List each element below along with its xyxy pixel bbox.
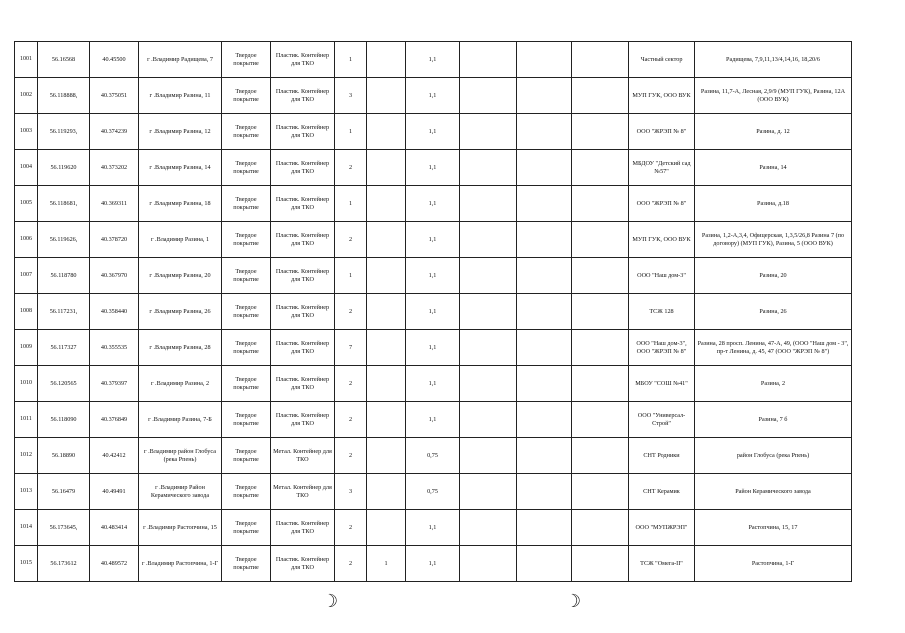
cell-container-count: 2: [335, 510, 367, 546]
cell-volume: 1,1: [406, 186, 460, 222]
cell-container-type: Пластик. Контейнер для ТКО: [271, 546, 335, 582]
cell-blank-b: [517, 186, 572, 222]
cell-container-type: Пластик. Контейнер для ТКО: [271, 78, 335, 114]
cell-extra-count: [367, 186, 406, 222]
cell-latitude: 56.18890: [38, 438, 90, 474]
cell-blank-a: [460, 150, 517, 186]
cell-extra-count: [367, 114, 406, 150]
cell-container-type: Метал. Контейнер для ТКО: [271, 474, 335, 510]
cell-operator: МУП ГУК, ООО ВУК: [629, 222, 695, 258]
cell-latitude: 56.119626,: [38, 222, 90, 258]
cell-blank-b: [517, 222, 572, 258]
cell-latitude: 56.16568: [38, 42, 90, 78]
cell-blank-a: [460, 42, 517, 78]
cell-container-count: 2: [335, 222, 367, 258]
cell-blank-a: [460, 366, 517, 402]
waste-site-registry-table: [14, 41, 852, 582]
table-row: [15, 114, 852, 150]
cell-extra-count: [367, 78, 406, 114]
cell-container-count: 2: [335, 546, 367, 582]
cell-row-number: 1009: [15, 330, 38, 366]
cell-latitude: 56.16479: [38, 474, 90, 510]
cell-address: г .Владимир Разина, 11: [139, 78, 222, 114]
cell-volume: 0,75: [406, 438, 460, 474]
cell-extra-count: [367, 438, 406, 474]
cell-row-number: 1006: [15, 222, 38, 258]
cell-blank-a: [460, 330, 517, 366]
cell-extra-count: [367, 510, 406, 546]
cell-container-type: Пластик. Контейнер для ТКО: [271, 222, 335, 258]
cell-latitude: 56.119293,: [38, 114, 90, 150]
cell-surface: Твердое покрытие: [222, 546, 271, 582]
cell-blank-b: [517, 330, 572, 366]
cell-blank-b: [517, 42, 572, 78]
cell-volume: 1,1: [406, 510, 460, 546]
cell-blank-c: [572, 546, 629, 582]
cell-volume: 1,1: [406, 402, 460, 438]
cell-blank-a: [460, 546, 517, 582]
cell-latitude: 56.173612: [38, 546, 90, 582]
cell-container-count: 3: [335, 474, 367, 510]
cell-container-type: Пластик. Контейнер для ТКО: [271, 366, 335, 402]
cell-blank-c: [572, 222, 629, 258]
cell-volume: 1,1: [406, 294, 460, 330]
cell-blank-a: [460, 78, 517, 114]
table-row: [15, 222, 852, 258]
cell-address: г .Владимир Радищева, 7: [139, 42, 222, 78]
cell-row-number: 1015: [15, 546, 38, 582]
cell-blank-c: [572, 150, 629, 186]
cell-blank-b: [517, 510, 572, 546]
cell-blank-c: [572, 474, 629, 510]
cell-operator: ООО "Универсал-Строй": [629, 402, 695, 438]
cell-blank-a: [460, 258, 517, 294]
cell-row-number: 1007: [15, 258, 38, 294]
cell-blank-a: [460, 222, 517, 258]
cell-extra-count: [367, 330, 406, 366]
cell-longitude: 40.379397: [90, 366, 139, 402]
cell-served-objects: район Глобуса (река Рпень): [695, 438, 852, 474]
table-row: [15, 438, 852, 474]
cell-blank-b: [517, 114, 572, 150]
cell-operator: МБОУ "СОШ №41": [629, 366, 695, 402]
cell-operator: Частный сектор: [629, 42, 695, 78]
cell-blank-c: [572, 294, 629, 330]
cell-operator: СНТ Керамик: [629, 474, 695, 510]
cell-address: г .Владимир Растопчина, 1-Г: [139, 546, 222, 582]
cell-surface: Твердое покрытие: [222, 330, 271, 366]
table-row: [15, 330, 852, 366]
cell-extra-count: [367, 222, 406, 258]
cell-blank-c: [572, 42, 629, 78]
cell-address: г .Владимир Разина, 18: [139, 186, 222, 222]
cell-address: г .Владимир Разина, 14: [139, 150, 222, 186]
cell-operator: МУП ГУК, ООО ВУК: [629, 78, 695, 114]
cell-blank-a: [460, 294, 517, 330]
cell-blank-b: [517, 78, 572, 114]
cell-longitude: 40.374239: [90, 114, 139, 150]
cell-surface: Твердое покрытие: [222, 150, 271, 186]
cell-operator: ООО "МУПЖРЭП": [629, 510, 695, 546]
cell-operator: ООО "Наш дом-3", ООО "ЖРЭП № 8": [629, 330, 695, 366]
cell-row-number: 1001: [15, 42, 38, 78]
cell-surface: Твердое покрытие: [222, 42, 271, 78]
cell-volume: 1,1: [406, 78, 460, 114]
cell-longitude: 40.375051: [90, 78, 139, 114]
table-row: [15, 510, 852, 546]
cell-blank-b: [517, 258, 572, 294]
cell-surface: Твердое покрытие: [222, 114, 271, 150]
cell-container-count: 2: [335, 438, 367, 474]
cell-longitude: 40.355535: [90, 330, 139, 366]
cell-row-number: 1003: [15, 114, 38, 150]
cell-served-objects: Разина, 28 просп. Ленина, 47-А, 49, (ООО "Наш дом - 3", пр-т Ленина, д. 45, 47 (ООО "ЖРЭП № 8"): [695, 330, 852, 366]
cell-longitude: 40.367970: [90, 258, 139, 294]
cell-served-objects: Радищева, 7,9,11,13/4,14,16, 18,20/6: [695, 42, 852, 78]
cell-container-count: 1: [335, 258, 367, 294]
cell-blank-c: [572, 78, 629, 114]
cell-blank-a: [460, 186, 517, 222]
page-mark-left: ☽: [322, 591, 339, 612]
cell-container-type: Пластик. Контейнер для ТКО: [271, 294, 335, 330]
cell-served-objects: Разина, 14: [695, 150, 852, 186]
cell-operator: ООО "Наш дом-3": [629, 258, 695, 294]
table-row: [15, 42, 852, 78]
cell-container-type: Пластик. Контейнер для ТКО: [271, 42, 335, 78]
cell-container-count: 2: [335, 150, 367, 186]
cell-row-number: 1012: [15, 438, 38, 474]
cell-address: г .Владимир Разина, 1: [139, 222, 222, 258]
cell-volume: 1,1: [406, 258, 460, 294]
cell-extra-count: [367, 258, 406, 294]
cell-blank-c: [572, 330, 629, 366]
cell-extra-count: [367, 150, 406, 186]
table-row: [15, 546, 852, 582]
cell-blank-a: [460, 114, 517, 150]
cell-latitude: 56.119620: [38, 150, 90, 186]
cell-blank-b: [517, 150, 572, 186]
cell-blank-a: [460, 402, 517, 438]
cell-container-type: Метал. Контейнер для ТКО: [271, 438, 335, 474]
cell-address: г .Владимир Разина, 2: [139, 366, 222, 402]
cell-extra-count: 1: [367, 546, 406, 582]
cell-blank-a: [460, 474, 517, 510]
cell-container-type: Пластик. Контейнер для ТКО: [271, 402, 335, 438]
cell-operator: ТСЖ "Омега-II": [629, 546, 695, 582]
cell-surface: Твердое покрытие: [222, 474, 271, 510]
cell-longitude: 40.378720: [90, 222, 139, 258]
cell-container-count: 1: [335, 114, 367, 150]
table-row: [15, 366, 852, 402]
cell-volume: 1,1: [406, 222, 460, 258]
page-mark-right: ☽: [565, 591, 582, 612]
cell-row-number: 1014: [15, 510, 38, 546]
cell-container-type: Пластик. Контейнер для ТКО: [271, 186, 335, 222]
cell-served-objects: Растопчина, 1-Г: [695, 546, 852, 582]
cell-surface: Твердое покрытие: [222, 222, 271, 258]
table-row: [15, 258, 852, 294]
cell-address: г .Владимир Разина, 26: [139, 294, 222, 330]
cell-volume: 1,1: [406, 150, 460, 186]
cell-longitude: 40.489572: [90, 546, 139, 582]
cell-served-objects: Район Керамического завода: [695, 474, 852, 510]
cell-latitude: 56.117327: [38, 330, 90, 366]
cell-container-type: Пластик. Контейнер для ТКО: [271, 258, 335, 294]
cell-address: г .Владимир Разина, 20: [139, 258, 222, 294]
cell-extra-count: [367, 402, 406, 438]
cell-volume: 1,1: [406, 366, 460, 402]
cell-longitude: 40.376849: [90, 402, 139, 438]
cell-volume: 1,1: [406, 330, 460, 366]
cell-operator: ТСЖ 128: [629, 294, 695, 330]
table-row: [15, 150, 852, 186]
cell-longitude: 40.373202: [90, 150, 139, 186]
cell-longitude: 40.358440: [90, 294, 139, 330]
cell-container-type: Пластик. Контейнер для ТКО: [271, 150, 335, 186]
cell-blank-b: [517, 402, 572, 438]
cell-blank-b: [517, 546, 572, 582]
cell-row-number: 1004: [15, 150, 38, 186]
cell-surface: Твердое покрытие: [222, 366, 271, 402]
cell-blank-c: [572, 402, 629, 438]
cell-container-count: 2: [335, 294, 367, 330]
cell-longitude: 40.483414: [90, 510, 139, 546]
cell-operator: СНТ Родники: [629, 438, 695, 474]
cell-latitude: 56.118090: [38, 402, 90, 438]
cell-latitude: 56.118681,: [38, 186, 90, 222]
cell-container-count: 1: [335, 42, 367, 78]
cell-blank-c: [572, 438, 629, 474]
cell-address: г .Владимир Район Керамического завода: [139, 474, 222, 510]
table-row: [15, 474, 852, 510]
cell-surface: Твердое покрытие: [222, 186, 271, 222]
cell-extra-count: [367, 366, 406, 402]
table-row: [15, 402, 852, 438]
cell-address: г .Владимир Разина, 28: [139, 330, 222, 366]
cell-container-type: Пластик. Контейнер для ТКО: [271, 114, 335, 150]
cell-blank-a: [460, 510, 517, 546]
table-row: [15, 78, 852, 114]
cell-volume: 1,1: [406, 546, 460, 582]
cell-row-number: 1013: [15, 474, 38, 510]
cell-served-objects: Разина, 7 б: [695, 402, 852, 438]
cell-surface: Твердое покрытие: [222, 258, 271, 294]
cell-operator: ООО "ЖРЭП № 8": [629, 114, 695, 150]
cell-latitude: 56.118888,: [38, 78, 90, 114]
cell-surface: Твердое покрытие: [222, 294, 271, 330]
cell-extra-count: [367, 474, 406, 510]
cell-latitude: 56.173645,: [38, 510, 90, 546]
cell-served-objects: Растопчина, 15, 17: [695, 510, 852, 546]
cell-volume: 1,1: [406, 42, 460, 78]
cell-blank-b: [517, 294, 572, 330]
cell-surface: Твердое покрытие: [222, 402, 271, 438]
cell-served-objects: Разина, 11,7-А, Лесная, 2,9/9 (МУП ГУК), Разина, 12А (ООО ВУК): [695, 78, 852, 114]
cell-blank-c: [572, 186, 629, 222]
cell-container-count: 3: [335, 78, 367, 114]
table-row: [15, 294, 852, 330]
cell-served-objects: Разина, 26: [695, 294, 852, 330]
cell-operator: МБДОУ "Детский сад №57": [629, 150, 695, 186]
cell-address: г .Владимир Разина, 7-Б: [139, 402, 222, 438]
cell-served-objects: Разина, 20: [695, 258, 852, 294]
cell-row-number: 1002: [15, 78, 38, 114]
table-row: [15, 186, 852, 222]
cell-longitude: 40.45500: [90, 42, 139, 78]
cell-blank-c: [572, 114, 629, 150]
cell-surface: Твердое покрытие: [222, 78, 271, 114]
cell-served-objects: Разина, д.18: [695, 186, 852, 222]
cell-latitude: 56.117231,: [38, 294, 90, 330]
cell-container-type: Пластик. Контейнер для ТКО: [271, 330, 335, 366]
cell-blank-c: [572, 510, 629, 546]
cell-blank-b: [517, 474, 572, 510]
cell-served-objects: Разина, 1,2-А,3,4, Офицерская, 1,3,5/26,8 Разина 7 (по договору) (МУП ГУК), Разина, 5 (ООО ВУК): [695, 222, 852, 258]
cell-blank-b: [517, 438, 572, 474]
cell-served-objects: Разина, 2: [695, 366, 852, 402]
cell-row-number: 1011: [15, 402, 38, 438]
cell-container-count: 7: [335, 330, 367, 366]
cell-container-count: 2: [335, 402, 367, 438]
cell-operator: ООО "ЖРЭП № 8": [629, 186, 695, 222]
cell-longitude: 40.42412: [90, 438, 139, 474]
cell-longitude: 40.369311: [90, 186, 139, 222]
cell-surface: Твердое покрытие: [222, 510, 271, 546]
cell-address: г .Владимир район Глобуса (река Рпень): [139, 438, 222, 474]
cell-latitude: 56.118780: [38, 258, 90, 294]
cell-address: г .Владимир Разина, 12: [139, 114, 222, 150]
cell-container-type: Пластик. Контейнер для ТКО: [271, 510, 335, 546]
cell-volume: 1,1: [406, 114, 460, 150]
cell-row-number: 1008: [15, 294, 38, 330]
cell-blank-c: [572, 258, 629, 294]
cell-container-count: 2: [335, 366, 367, 402]
cell-blank-a: [460, 438, 517, 474]
cell-surface: Твердое покрытие: [222, 438, 271, 474]
cell-extra-count: [367, 42, 406, 78]
cell-address: г .Владимир Растопчина, 15: [139, 510, 222, 546]
cell-extra-count: [367, 294, 406, 330]
cell-blank-c: [572, 366, 629, 402]
cell-blank-b: [517, 366, 572, 402]
cell-latitude: 56.120565: [38, 366, 90, 402]
cell-container-count: 1: [335, 186, 367, 222]
registry-body: [15, 42, 852, 582]
cell-row-number: 1005: [15, 186, 38, 222]
cell-longitude: 40.49491: [90, 474, 139, 510]
cell-row-number: 1010: [15, 366, 38, 402]
cell-served-objects: Разина, д. 12: [695, 114, 852, 150]
cell-volume: 0,75: [406, 474, 460, 510]
